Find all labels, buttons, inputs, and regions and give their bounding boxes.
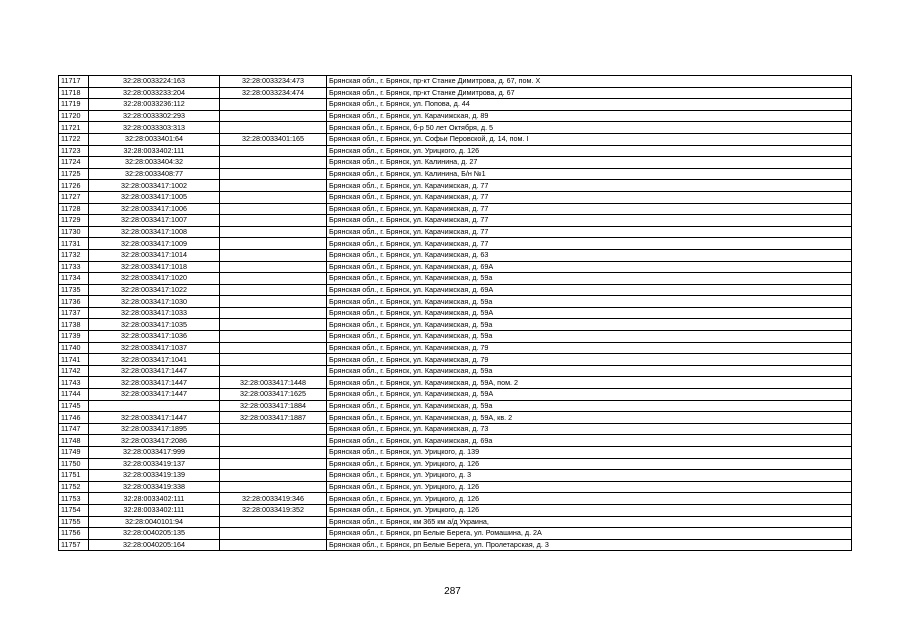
- related-cadastral-number-cell: [220, 168, 327, 180]
- table-row: [59, 215, 852, 227]
- table-row: [59, 157, 852, 169]
- table-row: [59, 110, 852, 122]
- address-cell: Брянская обл., г. Брянск, ул. Карачижская, д. 59а: [327, 273, 852, 285]
- address-cell: Брянская обл., г. Брянск, ул. Карачижская, д. 77: [327, 238, 852, 250]
- address-cell: Брянская обл., г. Брянск, ул. Карачижская, д. 59А: [327, 389, 852, 401]
- address-cell: Брянская обл., г. Брянск, ул. Карачижская, д. 59а: [327, 319, 852, 331]
- row-number-cell: 11723: [59, 145, 89, 157]
- row-number-cell: 11743: [59, 377, 89, 389]
- address-cell: Брянская обл., г. Брянск, ул. Карачижская, д. 59А, пом. 2: [327, 377, 852, 389]
- cadastral-number-cell: 32:28:0033402:111: [89, 145, 220, 157]
- related-cadastral-number-cell: 32:28:0033417:1884: [220, 400, 327, 412]
- related-cadastral-number-cell: [220, 145, 327, 157]
- row-number-cell: 11741: [59, 354, 89, 366]
- table-row: [59, 87, 852, 99]
- cadastral-number-cell: 32:28:0033417:1447: [89, 365, 220, 377]
- address-cell: Брянская обл., г. Брянск, ул. Карачижская, д. 77: [327, 191, 852, 203]
- table-row: [59, 238, 852, 250]
- address-cell: Брянская обл., г. Брянск, пр-кт Станке Димитрова, д. 67: [327, 87, 852, 99]
- related-cadastral-number-cell: [220, 470, 327, 482]
- row-number-cell: 11722: [59, 133, 89, 145]
- related-cadastral-number-cell: [220, 331, 327, 343]
- table-row: [59, 296, 852, 308]
- address-cell: Брянская обл., г. Брянск, пр-кт Станке Димитрова, д. 67, пом. X: [327, 76, 852, 88]
- row-number-cell: 11750: [59, 458, 89, 470]
- cadastral-number-cell: 32:28:0033417:1018: [89, 261, 220, 273]
- address-cell: Брянская обл., г. Брянск, ул. Карачижская, д. 79: [327, 354, 852, 366]
- related-cadastral-number-cell: [220, 249, 327, 261]
- table-row: [59, 493, 852, 505]
- table-row: [59, 319, 852, 331]
- row-number-cell: 11751: [59, 470, 89, 482]
- related-cadastral-number-cell: [220, 365, 327, 377]
- related-cadastral-number-cell: [220, 238, 327, 250]
- cadastral-number-cell: 32:28:0033417:1007: [89, 215, 220, 227]
- cadastral-number-cell: 32:28:0033417:1447: [89, 389, 220, 401]
- related-cadastral-number-cell: [220, 354, 327, 366]
- table-row: [59, 481, 852, 493]
- row-number-cell: 11728: [59, 203, 89, 215]
- table-row: [59, 226, 852, 238]
- table-row: [59, 539, 852, 551]
- row-number-cell: 11756: [59, 528, 89, 540]
- address-cell: Брянская обл., г. Брянск, ул. Карачижская, д. 63: [327, 249, 852, 261]
- cadastral-number-cell: 32:28:0033417:1014: [89, 249, 220, 261]
- related-cadastral-number-cell: [220, 226, 327, 238]
- row-number-cell: 11732: [59, 249, 89, 261]
- table-row: [59, 342, 852, 354]
- cadastral-number-cell: 32:28:0033224:163: [89, 76, 220, 88]
- cadastral-number-cell: 32:28:0033417:1005: [89, 191, 220, 203]
- table-row: [59, 133, 852, 145]
- related-cadastral-number-cell: 32:28:0033419:352: [220, 504, 327, 516]
- related-cadastral-number-cell: [220, 319, 327, 331]
- related-cadastral-number-cell: [220, 458, 327, 470]
- related-cadastral-number-cell: 32:28:0033234:474: [220, 87, 327, 99]
- table-row: [59, 516, 852, 528]
- cadastral-number-cell: 32:28:0033417:1002: [89, 180, 220, 192]
- table-row: [59, 284, 852, 296]
- row-number-cell: 11729: [59, 215, 89, 227]
- address-cell: Брянская обл., г. Брянск, ул. Урицкого, д. 126: [327, 145, 852, 157]
- related-cadastral-number-cell: 32:28:0033417:1887: [220, 412, 327, 424]
- cadastral-number-cell: 32:28:0033233:204: [89, 87, 220, 99]
- related-cadastral-number-cell: [220, 284, 327, 296]
- row-number-cell: 11739: [59, 331, 89, 343]
- address-cell: Брянская обл., г. Брянск, ул. Урицкого, д. 126: [327, 504, 852, 516]
- related-cadastral-number-cell: [220, 307, 327, 319]
- row-number-cell: 11753: [59, 493, 89, 505]
- cadastral-number-cell: 32:28:0033419:338: [89, 481, 220, 493]
- row-number-cell: 11755: [59, 516, 89, 528]
- address-cell: Брянская обл., г. Брянск, ул. Урицкого, д. 126: [327, 481, 852, 493]
- address-cell: Брянская обл., г. Брянск, рп Белые Берега, ул. Пролетарская, д. 3: [327, 539, 852, 551]
- table-row: [59, 99, 852, 111]
- row-number-cell: 11746: [59, 412, 89, 424]
- cadastral-number-cell: 32:28:0033402:111: [89, 493, 220, 505]
- table-row: [59, 377, 852, 389]
- row-number-cell: 11725: [59, 168, 89, 180]
- address-cell: Брянская обл., г. Брянск, ул. Карачижская, д. 89: [327, 110, 852, 122]
- cadastral-number-cell: 32:28:0033417:1447: [89, 412, 220, 424]
- row-number-cell: 11745: [59, 400, 89, 412]
- table-row: [59, 423, 852, 435]
- row-number-cell: 11749: [59, 447, 89, 459]
- row-number-cell: 11721: [59, 122, 89, 134]
- cadastral-number-cell: 32:28:0033417:1006: [89, 203, 220, 215]
- cadastral-number-cell: 32:28:0033236:112: [89, 99, 220, 111]
- page-number: 287: [444, 586, 461, 597]
- related-cadastral-number-cell: [220, 99, 327, 111]
- address-cell: Брянская обл., г. Брянск, ул. Урицкого, д. 3: [327, 470, 852, 482]
- address-cell: Брянская обл., г. Брянск, ул. Урицкого, д. 126: [327, 458, 852, 470]
- address-cell: Брянская обл., г. Брянск, ул. Карачижская, д. 59а: [327, 296, 852, 308]
- property-table: [58, 75, 852, 551]
- address-cell: Брянская обл., г. Брянск, ул. Калинина, Б/н №1: [327, 168, 852, 180]
- cadastral-number-cell: 32:28:0033417:1037: [89, 342, 220, 354]
- table-row: [59, 273, 852, 285]
- row-number-cell: 11742: [59, 365, 89, 377]
- table-row: [59, 412, 852, 424]
- table-row: [59, 76, 852, 88]
- row-number-cell: 11719: [59, 99, 89, 111]
- related-cadastral-number-cell: 32:28:0033419:346: [220, 493, 327, 505]
- related-cadastral-number-cell: [220, 191, 327, 203]
- address-cell: Брянская обл., г. Брянск, ул. Карачижская, д. 69А: [327, 261, 852, 273]
- address-cell: Брянская обл., г. Брянск, ул. Карачижская, д. 77: [327, 215, 852, 227]
- address-cell: Брянская обл., г. Брянск, рп Белые Берега, ул. Ромашина, д. 2А: [327, 528, 852, 540]
- row-number-cell: 11731: [59, 238, 89, 250]
- address-cell: Брянская обл., г. Брянск, ул. Карачижская, д. 69а: [327, 435, 852, 447]
- related-cadastral-number-cell: [220, 203, 327, 215]
- row-number-cell: 11748: [59, 435, 89, 447]
- cadastral-number-cell: 32:28:0033417:1022: [89, 284, 220, 296]
- cadastral-number-cell: 32:28:0033417:2086: [89, 435, 220, 447]
- table-row: [59, 180, 852, 192]
- related-cadastral-number-cell: [220, 447, 327, 459]
- related-cadastral-number-cell: 32:28:0033417:1625: [220, 389, 327, 401]
- cadastral-number-cell: 32:28:0040205:164: [89, 539, 220, 551]
- address-cell: Брянская обл., г. Брянск, ул. Карачижская, д. 59а: [327, 400, 852, 412]
- cadastral-number-cell: 32:28:0033408:77: [89, 168, 220, 180]
- row-number-cell: 11720: [59, 110, 89, 122]
- cadastral-number-cell: 32:28:0033419:137: [89, 458, 220, 470]
- cadastral-number-cell: 32:28:0040205:135: [89, 528, 220, 540]
- cadastral-number-cell: 32:28:0040101:94: [89, 516, 220, 528]
- table-row: [59, 307, 852, 319]
- address-cell: Брянская обл., г. Брянск, ул. Карачижская, д. 73: [327, 423, 852, 435]
- row-number-cell: 11724: [59, 157, 89, 169]
- related-cadastral-number-cell: [220, 261, 327, 273]
- related-cadastral-number-cell: [220, 180, 327, 192]
- address-cell: Брянская обл., г. Брянск, ул. Софьи Перовской, д. 14, пом. I: [327, 133, 852, 145]
- address-cell: Брянская обл., г. Брянск, ул. Карачижская, д. 77: [327, 203, 852, 215]
- table-row: [59, 458, 852, 470]
- related-cadastral-number-cell: [220, 215, 327, 227]
- cadastral-number-cell: 32:28:0033417:1036: [89, 331, 220, 343]
- address-cell: Брянская обл., г. Брянск, ул. Калинина, д. 27: [327, 157, 852, 169]
- row-number-cell: 11738: [59, 319, 89, 331]
- row-number-cell: 11718: [59, 87, 89, 99]
- cadastral-number-cell: 32:28:0033417:1035: [89, 319, 220, 331]
- table-row: [59, 203, 852, 215]
- row-number-cell: 11727: [59, 191, 89, 203]
- table-row: [59, 389, 852, 401]
- related-cadastral-number-cell: [220, 342, 327, 354]
- table-row: [59, 122, 852, 134]
- row-number-cell: 11736: [59, 296, 89, 308]
- related-cadastral-number-cell: [220, 516, 327, 528]
- related-cadastral-number-cell: [220, 157, 327, 169]
- cadastral-number-cell: 32:28:0033417:1895: [89, 423, 220, 435]
- row-number-cell: 11737: [59, 307, 89, 319]
- table-row: [59, 331, 852, 343]
- address-cell: Брянская обл., г. Брянск, ул. Попова, д. 44: [327, 99, 852, 111]
- row-number-cell: 11752: [59, 481, 89, 493]
- table-row: [59, 168, 852, 180]
- row-number-cell: 11730: [59, 226, 89, 238]
- row-number-cell: 11726: [59, 180, 89, 192]
- address-cell: Брянская обл., г. Брянск, ул. Карачижская, д. 79: [327, 342, 852, 354]
- related-cadastral-number-cell: [220, 481, 327, 493]
- address-cell: Брянская обл., г. Брянск, ул. Карачижская, д. 59а: [327, 331, 852, 343]
- row-number-cell: 11757: [59, 539, 89, 551]
- address-cell: Брянская обл., г. Брянск, ул. Урицкого, д. 139: [327, 447, 852, 459]
- address-cell: Брянская обл., г. Брянск, ул. Карачижская, д. 59А: [327, 307, 852, 319]
- cadastral-number-cell: [89, 400, 220, 412]
- row-number-cell: 11744: [59, 389, 89, 401]
- cadastral-number-cell: 32:28:0033417:1447: [89, 377, 220, 389]
- address-cell: Брянская обл., г. Брянск, ул. Карачижская, д. 77: [327, 180, 852, 192]
- cadastral-number-cell: 32:28:0033401:64: [89, 133, 220, 145]
- cadastral-number-cell: 32:28:0033417:1033: [89, 307, 220, 319]
- related-cadastral-number-cell: [220, 296, 327, 308]
- table-row: [59, 261, 852, 273]
- cadastral-number-cell: 32:28:0033417:1009: [89, 238, 220, 250]
- table-row: [59, 365, 852, 377]
- cadastral-number-cell: 32:28:0033417:999: [89, 447, 220, 459]
- row-number-cell: 11740: [59, 342, 89, 354]
- related-cadastral-number-cell: 32:28:0033417:1448: [220, 377, 327, 389]
- related-cadastral-number-cell: [220, 539, 327, 551]
- related-cadastral-number-cell: 32:28:0033234:473: [220, 76, 327, 88]
- row-number-cell: 11747: [59, 423, 89, 435]
- related-cadastral-number-cell: [220, 435, 327, 447]
- related-cadastral-number-cell: [220, 423, 327, 435]
- row-number-cell: 11717: [59, 76, 89, 88]
- table-row: [59, 435, 852, 447]
- address-cell: Брянская обл., г. Брянск, ул. Карачижская, д. 77: [327, 226, 852, 238]
- address-cell: Брянская обл., г. Брянск, б-р 50 лет Октября, д. 5: [327, 122, 852, 134]
- table-row: [59, 528, 852, 540]
- cadastral-number-cell: 32:28:0033402:111: [89, 504, 220, 516]
- row-number-cell: 11735: [59, 284, 89, 296]
- cadastral-number-cell: 32:28:0033404:32: [89, 157, 220, 169]
- related-cadastral-number-cell: [220, 122, 327, 134]
- table-row: [59, 145, 852, 157]
- address-cell: Брянская обл., г. Брянск, ул. Урицкого, д. 126: [327, 493, 852, 505]
- property-table-body: [59, 76, 852, 551]
- table-row: [59, 191, 852, 203]
- cadastral-number-cell: 32:28:0033417:1020: [89, 273, 220, 285]
- row-number-cell: 11754: [59, 504, 89, 516]
- address-cell: Брянская обл., г. Брянск, ул. Карачижская, д. 59А, кв. 2: [327, 412, 852, 424]
- related-cadastral-number-cell: [220, 528, 327, 540]
- cadastral-number-cell: 32:28:0033303:313: [89, 122, 220, 134]
- address-cell: Брянская обл., г. Брянск, ул. Карачижская, д. 69А: [327, 284, 852, 296]
- address-cell: Брянская обл., г. Брянск, км 365 км а/д Украина,: [327, 516, 852, 528]
- cadastral-number-cell: 32:28:0033417:1030: [89, 296, 220, 308]
- cadastral-number-cell: 32:28:0033417:1041: [89, 354, 220, 366]
- row-number-cell: 11734: [59, 273, 89, 285]
- table-row: [59, 470, 852, 482]
- address-cell: Брянская обл., г. Брянск, ул. Карачижская, д. 59а: [327, 365, 852, 377]
- cadastral-number-cell: 32:28:0033417:1008: [89, 226, 220, 238]
- row-number-cell: 11733: [59, 261, 89, 273]
- cadastral-number-cell: 32:28:0033302:293: [89, 110, 220, 122]
- related-cadastral-number-cell: [220, 110, 327, 122]
- table-row: [59, 354, 852, 366]
- table-row: [59, 447, 852, 459]
- table-row: [59, 249, 852, 261]
- related-cadastral-number-cell: [220, 273, 327, 285]
- table-row: [59, 504, 852, 516]
- table-row: [59, 400, 852, 412]
- related-cadastral-number-cell: 32:28:0033401:165: [220, 133, 327, 145]
- cadastral-number-cell: 32:28:0033419:139: [89, 470, 220, 482]
